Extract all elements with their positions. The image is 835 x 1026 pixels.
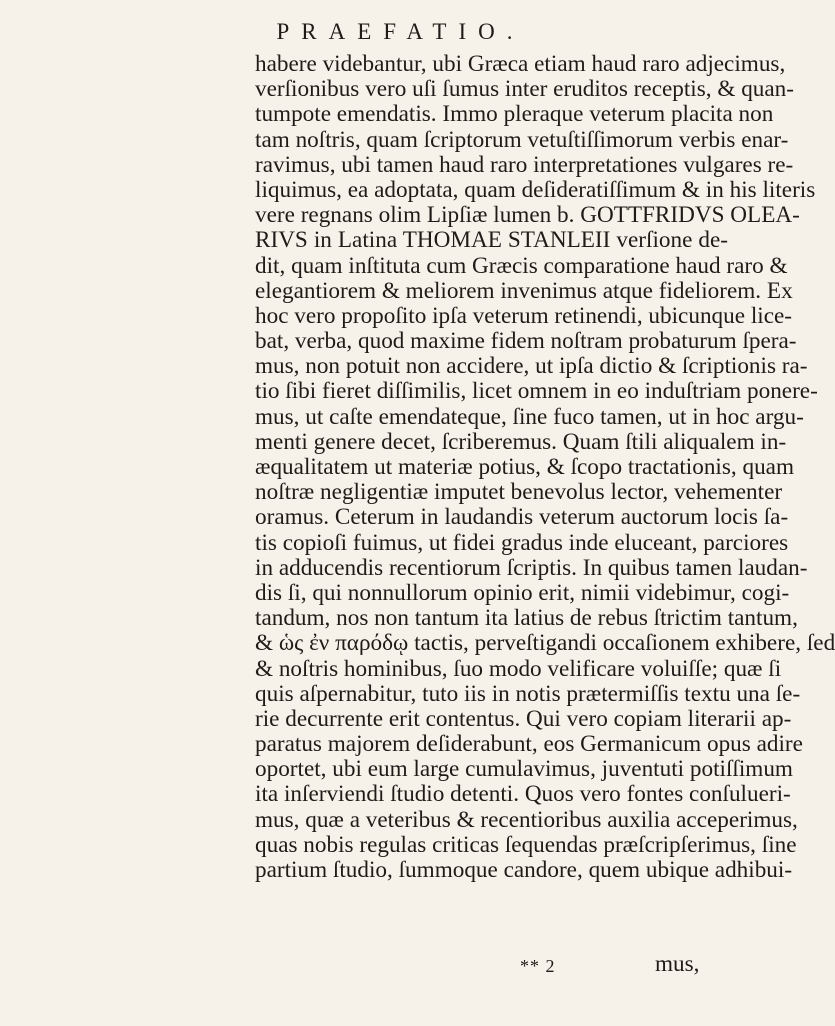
text-line: noſtræ negligentiæ imputet benevolus lector, vehementer (255, 479, 783, 506)
text-line: quas nobis regulas criticas ſequendas præſcripſerimus, ſine (255, 831, 797, 858)
text-line: RIVS in Latina THOMAE STANLEII verſione de- (255, 227, 728, 254)
running-head: PRAEFATIO. (276, 19, 525, 44)
text-line: dit, quam inſtituta cum Græcis comparatione haud raro & (255, 252, 788, 279)
text-line: oportet, ubi eum large cumulavimus, juventuti potiſſimum (255, 756, 793, 783)
catchword: mus, (655, 951, 700, 977)
text-line: tam noſtris, quam ſcriptorum vetuſtiſſimorum verbis enar- (255, 126, 789, 153)
text-line: partium ſtudio, ſummoque candore, quem ubique adhibui- (255, 857, 793, 883)
text-line: rie decurrente erit contentus. Qui vero copiam literarii ap- (255, 705, 792, 732)
text-line: in adducendis recentiorum ſcriptis. In quibus tamen laudan- (255, 554, 808, 581)
text-line: mus, ut caſte emendateque, ſine fuco tamen, ut in hoc argu- (255, 403, 804, 430)
text-line: ravimus, ubi tamen haud raro interpretationes vulgares re- (255, 151, 794, 178)
text-line: & noſtris hominibus, ſuo modo velificare voluiſſe; quæ ſi (255, 655, 782, 682)
text-line: quis aſpernabitur, tuto iis in notis prætermiſſis textu una ſe- (255, 680, 801, 707)
text-line: oramus. Ceterum in laudandis veterum auctorum locis ſa- (255, 504, 789, 531)
signature-mark: ** 2 (520, 956, 556, 976)
text-line: vere regnans olim Lipſiæ lumen b. GOTTFRIDVS OLEA- (255, 202, 800, 229)
text-line: paratus majorem deſiderabunt, eos Germanicum opus adire (255, 731, 803, 758)
text-line: mus, non potuit non accidere, ut ipſa dictio & ſcriptionis ra- (255, 353, 808, 380)
text-line: tandum, nos non tantum ita latius de rebus ſtrictim tantum, (255, 605, 798, 632)
body-text (255, 51, 835, 883)
text-line: æqualitatem ut materiæ potius, & ſcopo tractationis, quam (255, 454, 795, 480)
text-line: verſionibus vero uſi ſumus inter eruditos receptis, & quan- (255, 76, 794, 103)
text-line: & ὡς ἐν παρόδῳ tactis, perveſtigandi occaſionem exhibere, ſed (255, 630, 835, 657)
text-line: mus, quæ a veteribus & recentioribus auxilia acceperimus, (255, 806, 798, 833)
text-line: habere videbantur, ubi Græca etiam haud raro adjecimus, (255, 51, 786, 77)
text-line: tio ſibi fieret diſſimilis, licet omnem in eo induſtriam ponere- (255, 378, 818, 405)
text-line: elegantiorem & meliorem invenimus atque fideliorem. Ex (255, 277, 793, 304)
text-line: liquimus, ea adoptata, quam deſideratiſſimum & in his literis (255, 176, 816, 203)
text-line: ita inſerviendi ſtudio detenti. Quos vero fontes conſulueri- (255, 781, 791, 808)
text-line: tumpote emendatis. Immo pleraque veterum placita non (255, 101, 774, 128)
text-line: hoc vero propoſito ipſa veterum retinendi, ubicunque lice- (255, 302, 793, 329)
text-line: bat, verba, quod maxime fidem noſtram probaturum ſpera- (255, 328, 797, 355)
text-line: tis copioſi fuimus, ut fidei gradus inde eluceant, parciores (255, 529, 789, 556)
text-line: menti genere decet, ſcriberemus. Quam ſtili aliqualem in- (255, 428, 787, 455)
text-line: dis ſi, qui nonnullorum opinio erit, nimii videbimur, cogi- (255, 579, 790, 606)
